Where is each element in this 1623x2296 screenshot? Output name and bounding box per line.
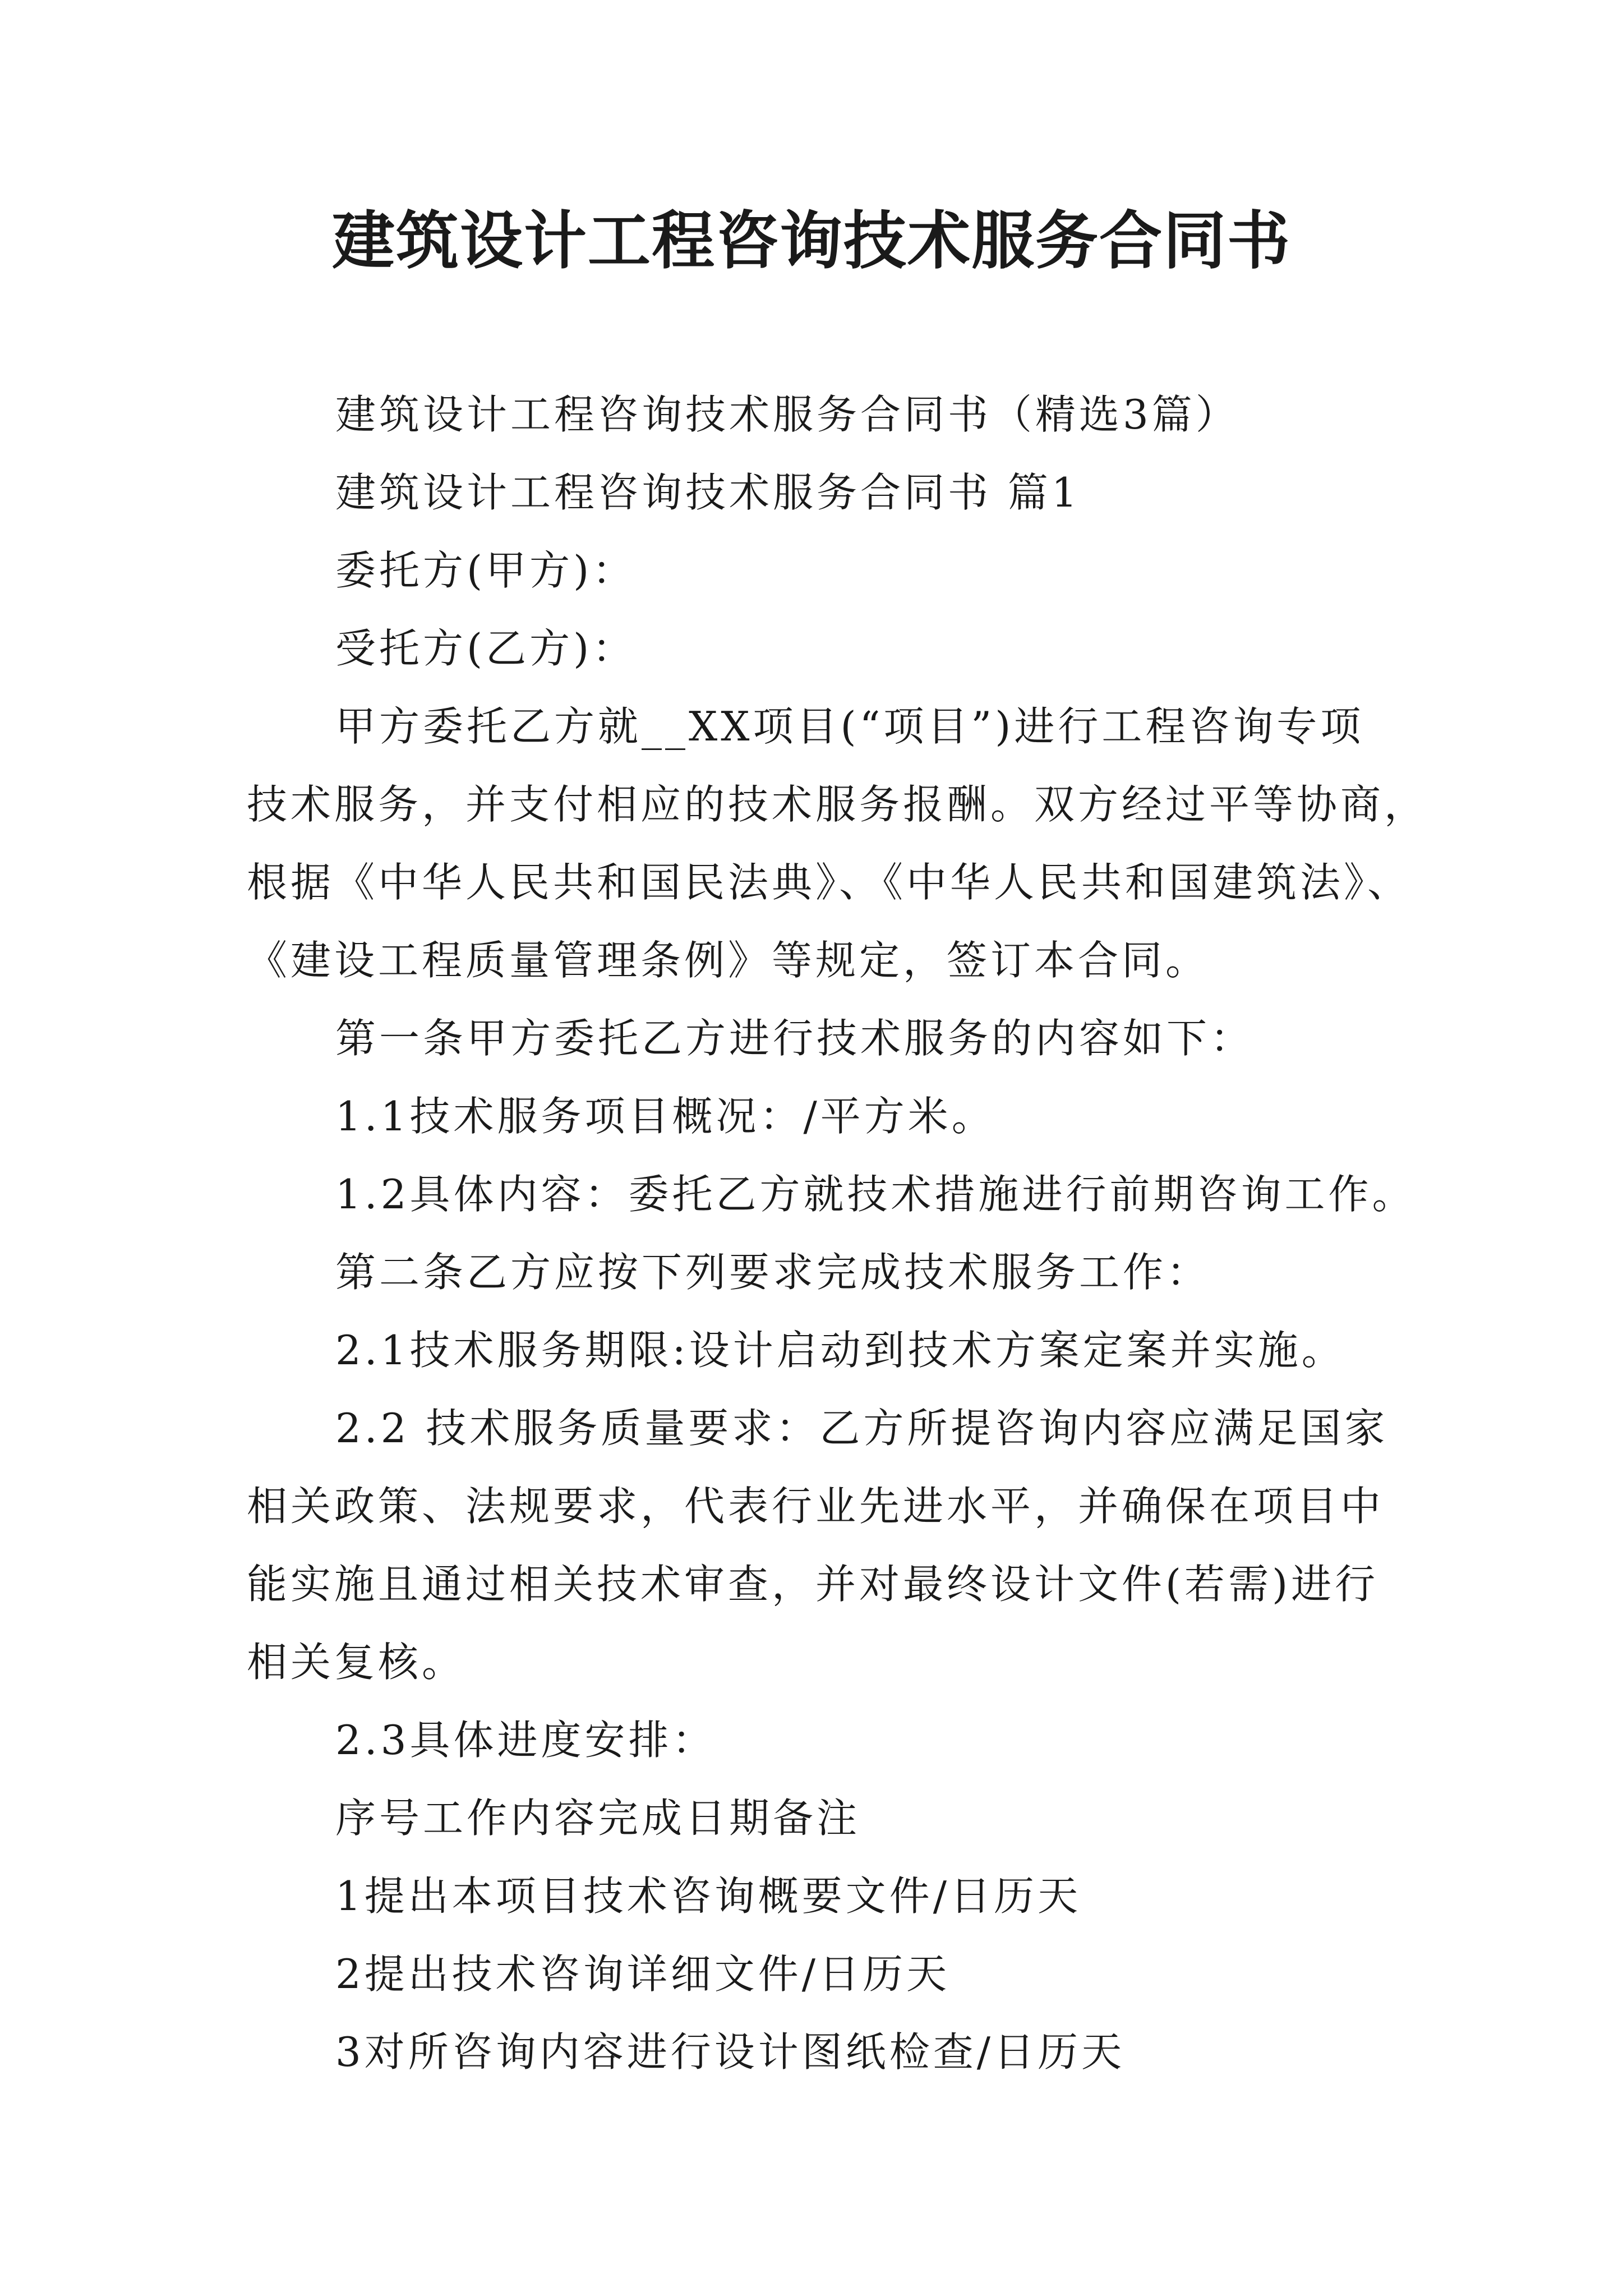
paragraph-line: 能实施且通过相关技术审查，并对最终设计文件(若需)进行 [247,1561,1379,1608]
paragraph-line: 建筑设计工程咨询技术服务合同书（精选3篇） [335,391,1239,438]
paragraph-line: 受托方(乙方)： [335,625,637,672]
paragraph-line: 建筑设计工程咨询技术服务合同书 篇1 [335,469,1081,516]
paragraph-line: 1提出本项目技术咨询概要文件/日历天 [335,1872,1082,1920]
document-title: 建筑设计工程咨询技术服务合同书 [332,205,1291,278]
paragraph-line: 第一条甲方委托乙方进行技术服务的内容如下： [335,1015,1255,1062]
paragraph-line: 相关政策、法规要求，代表行业先进水平，并确保在项目中 [247,1483,1385,1530]
paragraph-line: 第二条乙方应按下列要求完成技术服务工作： [335,1249,1211,1296]
paragraph-line: 相关复核。 [247,1639,466,1686]
paragraph-line: 《建设工程质量管理条例》等规定，签订本合同。 [247,937,1210,984]
paragraph-line: 序号工作内容完成日期备注 [335,1795,861,1842]
paragraph-line: 技术服务，并支付相应的技术服务报酬。双方经过平等协商， [247,781,1428,828]
paragraph-line: 1.2具体内容：委托乙方就技术措施进行前期咨询工作。 [335,1171,1416,1218]
paragraph-line: 2.2 技术服务质量要求：乙方所提咨询内容应满足国家 [335,1405,1389,1452]
paragraph-line: 甲方委托乙方就__XX项目(“项目”)进行工程咨询专项 [335,703,1364,750]
paragraph-line: 根据《中华人民共和国民法典》、《中华人民共和国建筑法》、 [247,859,1412,906]
paragraph-line: 2.1技术服务期限:设计启动到技术方案定案并实施。 [335,1327,1345,1374]
paragraph-line: 2.3具体进度安排： [335,1717,716,1764]
paragraph-line: 2提出技术咨询详细文件/日历天 [335,1950,951,1998]
paragraph-line: 委托方(甲方)： [335,547,637,594]
paragraph-line: 1.1技术服务项目概况：/平方米。 [335,1093,995,1140]
paragraph-line: 3对所咨询内容进行设计图纸检查/日历天 [335,2028,1126,2076]
document-body [247,376,1428,2091]
